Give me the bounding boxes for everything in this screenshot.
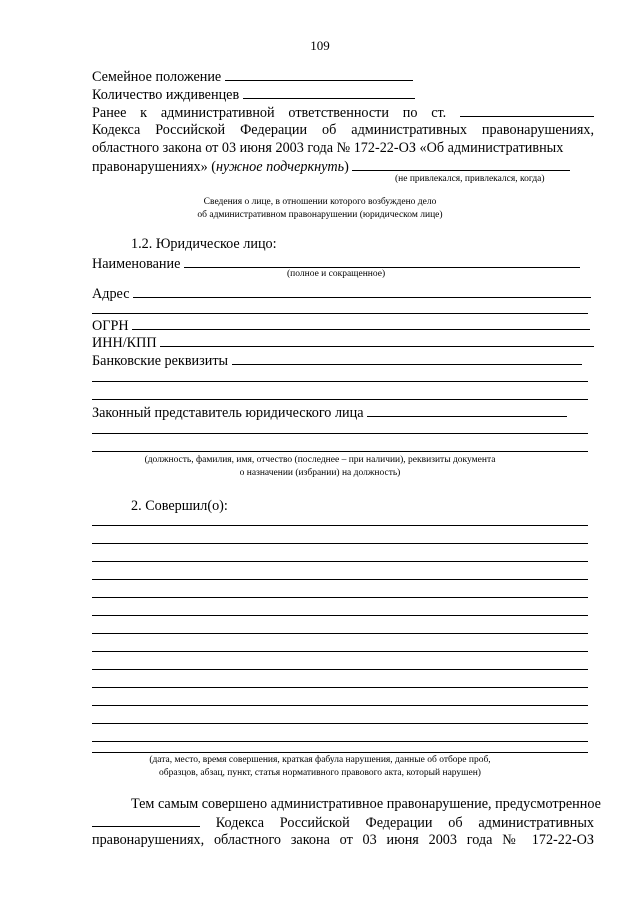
representative-field-line2[interactable] bbox=[92, 433, 588, 434]
conclusion-word: Российской bbox=[279, 815, 350, 831]
conclusion-word: Кодекса bbox=[215, 815, 265, 831]
address-label: Адрес bbox=[92, 286, 130, 302]
prior-word: по bbox=[402, 105, 418, 121]
ogrn-label: ОГРН bbox=[92, 318, 129, 334]
address-field-line2[interactable] bbox=[92, 313, 588, 314]
bank-field[interactable] bbox=[232, 351, 582, 365]
code-word: Кодекса bbox=[92, 122, 141, 138]
entity-caption-line1: Сведения о лице, в отношении которого возбуждено дело bbox=[203, 197, 437, 207]
conclusion-word: года bbox=[466, 832, 493, 848]
committed-line-11[interactable] bbox=[92, 705, 588, 706]
committed-caption-line2: образцов, абзац, пункт, статья нормативного правового акта, который нарушен) bbox=[159, 768, 481, 778]
conclusion-word: 03 bbox=[362, 832, 377, 848]
inn-row bbox=[92, 333, 594, 352]
conclusion-article-field[interactable] bbox=[92, 813, 200, 827]
name-label: Наименование bbox=[92, 256, 181, 272]
conclusion-word: об bbox=[448, 815, 463, 831]
conclusion-line3 bbox=[92, 831, 594, 849]
legal-entity-heading: 1.2. Юридическое лицо: bbox=[131, 236, 277, 252]
prior-caption: (не привлекался, привлекался, когда) bbox=[395, 174, 545, 184]
conclusion-word: № 172-22-ОЗ bbox=[502, 832, 595, 848]
committed-line-2[interactable] bbox=[92, 543, 588, 544]
committed-line-13[interactable] bbox=[92, 741, 588, 742]
representative-row bbox=[92, 403, 594, 422]
conclusion-word: правонарушениях, bbox=[92, 832, 205, 848]
prior-word: к bbox=[140, 105, 148, 121]
committed-line-5[interactable] bbox=[92, 597, 588, 598]
bank-row bbox=[92, 351, 594, 370]
conclusion-word: 2003 bbox=[428, 832, 457, 848]
name-field[interactable] bbox=[184, 254, 580, 268]
conclusion-line2 bbox=[92, 813, 594, 832]
committed-line-6[interactable] bbox=[92, 615, 588, 616]
article-field[interactable] bbox=[460, 103, 594, 117]
page-number: 109 bbox=[310, 38, 330, 53]
conclusion-word: областного bbox=[213, 832, 282, 848]
family-status-label: Семейное положение bbox=[92, 69, 222, 85]
code-word: административных bbox=[351, 122, 467, 138]
code-word: Федерации bbox=[240, 122, 308, 138]
offenses-prefix: правонарушениях» ( bbox=[92, 159, 216, 175]
offenses-suffix: ) bbox=[344, 159, 349, 175]
dependents-field[interactable] bbox=[243, 85, 415, 99]
committed-line-4[interactable] bbox=[92, 579, 588, 580]
underline-hint: нужное подчеркнуть bbox=[215, 159, 345, 175]
committed-caption-line1: (дата, место, время совершения, краткая фабула нарушения, данные об отборе проб, bbox=[149, 755, 491, 765]
name-caption: (полное и сокращенное) bbox=[287, 269, 386, 279]
committed-line-8[interactable] bbox=[92, 651, 588, 652]
prior-word: ст. bbox=[431, 105, 447, 121]
conclusion-line1: Тем самым совершено административное правонарушение, предусмотренное bbox=[131, 796, 601, 812]
bank-field-line2[interactable] bbox=[92, 381, 588, 382]
code-row bbox=[92, 121, 594, 139]
bank-field-line3[interactable] bbox=[92, 399, 588, 400]
representative-caption-line2: о назначении (избрании) на должность) bbox=[239, 468, 401, 478]
dependents-row bbox=[92, 85, 594, 104]
committed-line-3[interactable] bbox=[92, 561, 588, 562]
committed-line-1[interactable] bbox=[92, 525, 588, 526]
committed-line-9[interactable] bbox=[92, 669, 588, 670]
code-word: Российской bbox=[155, 122, 226, 138]
prior-word: Ранее bbox=[92, 105, 127, 121]
prior-word: ответственности bbox=[288, 105, 389, 121]
conclusion-word: Федерации bbox=[365, 815, 433, 831]
conclusion-word: июня bbox=[386, 832, 419, 848]
prior-word: административной bbox=[160, 105, 275, 121]
code-word: правонарушениях, bbox=[481, 122, 595, 138]
committed-line-7[interactable] bbox=[92, 633, 588, 634]
prior-liability-row bbox=[92, 103, 594, 122]
committed-heading: 2. Совершил(о): bbox=[131, 498, 228, 514]
conclusion-word: закона bbox=[290, 832, 330, 848]
representative-label: Законный представитель юридического лица bbox=[92, 405, 364, 421]
inn-field[interactable] bbox=[160, 333, 594, 347]
entity-caption-line2: об административном правонарушении (юридическом лице) bbox=[197, 210, 443, 220]
dependents-label: Количество иждивенцев bbox=[92, 87, 240, 103]
address-row bbox=[92, 284, 594, 303]
family-status-field[interactable] bbox=[225, 67, 413, 81]
committed-line-10[interactable] bbox=[92, 687, 588, 688]
committed-line-14[interactable] bbox=[92, 752, 588, 753]
prior-liability-field[interactable] bbox=[352, 157, 570, 171]
family-status-row bbox=[92, 67, 594, 86]
committed-line-12[interactable] bbox=[92, 723, 588, 724]
bank-label: Банковские реквизиты bbox=[92, 353, 229, 369]
law-row: областного закона от 03 июня 2003 года № 172-22-ОЗ «Об административных bbox=[92, 140, 564, 156]
address-field[interactable] bbox=[133, 284, 591, 298]
ogrn-field[interactable] bbox=[132, 316, 590, 330]
representative-field-line3[interactable] bbox=[92, 451, 588, 452]
conclusion-word: административных bbox=[478, 815, 595, 831]
representative-caption-line1: (должность, фамилия, имя, отчество (последнее – при наличии), реквизиты документа bbox=[144, 455, 496, 465]
inn-label: ИНН/КПП bbox=[92, 335, 157, 351]
conclusion-word: от bbox=[339, 832, 353, 848]
code-word: об bbox=[322, 122, 337, 138]
representative-field[interactable] bbox=[367, 403, 567, 417]
